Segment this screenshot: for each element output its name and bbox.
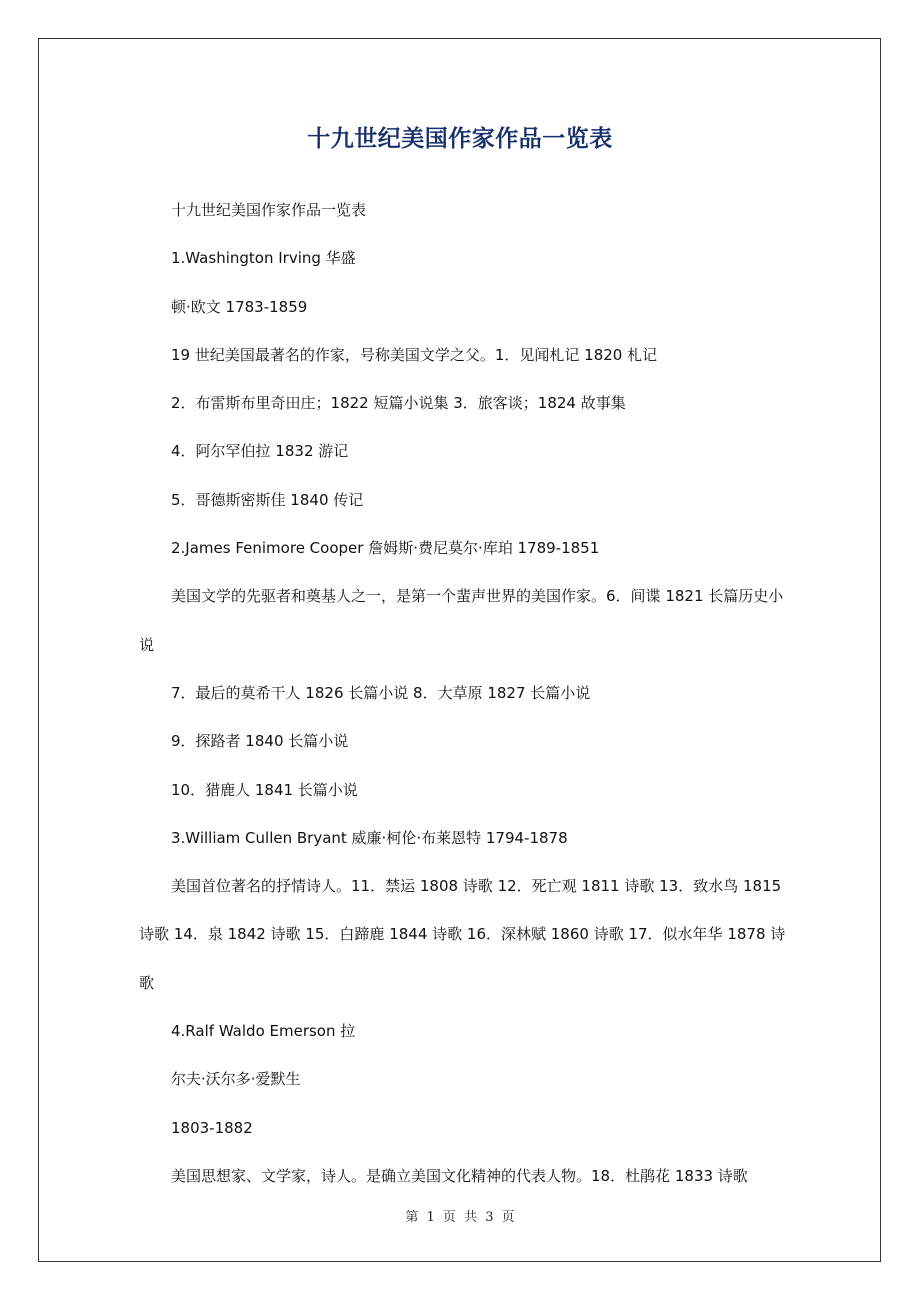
paragraph: 4．阿尔罕伯拉 1832 游记 <box>171 442 349 461</box>
paragraph: 3.William Cullen Bryant 威廉·柯伦·布莱恩特 1794-1878 <box>171 828 568 847</box>
paragraph: 美国首位著名的抒情诗人。11．禁运 1808 诗歌 12．死亡观 1811 诗歌 13．致水鸟 1815 诗歌 14．泉 1842 诗歌 15．白蹄鹿 1844 诗歌 16．深林赋 1860 诗歌 17．似水年华 1878 诗歌 <box>139 877 786 992</box>
paragraph: 4.Ralf Waldo Emerson 拉 <box>171 1022 356 1041</box>
paragraph: 尔夫·沃尔多·爱默生 <box>171 1070 301 1089</box>
document-title: 十九世纪美国作家作品一览表 <box>307 126 613 152</box>
paragraph: 2．布雷斯布里奇田庄；1822 短篇小说集 3．旅客谈；1824 故事集 <box>171 394 626 413</box>
document-body <box>139 186 787 1200</box>
paragraph: 十九世纪美国作家作品一览表 <box>171 201 367 219</box>
paragraph: 美国文学的先驱者和奠基人之一，是第一个蜚声世界的美国作家。6．间谍 1821 长篇历史小说 <box>139 587 784 654</box>
paragraph: 1803-1882 <box>171 1118 253 1137</box>
paragraph: 顿·欧文 1783-1859 <box>171 297 308 316</box>
paragraph: 2.James Fenimore Cooper 詹姆斯·费尼莫尔·库珀 1789-1851 <box>171 539 600 558</box>
paragraph: 5．哥德斯密斯佳 1840 传记 <box>171 490 364 509</box>
paragraph: 美国思想家、文学家，诗人。是确立美国文化精神的代表人物。18．杜鹃花 1833 诗歌 <box>171 1166 748 1185</box>
paragraph: 1.Washington Irving 华盛 <box>171 249 356 268</box>
paragraph: 10．猎鹿人 1841 长篇小说 <box>171 780 358 799</box>
paragraph: 19 世纪美国最著名的作家，号称美国文学之父。1．见闻札记 1820 札记 <box>171 345 658 364</box>
page-footer: 第 1 页 共 3 页 <box>405 1210 515 1225</box>
paragraph: 9．探路者 1840 长篇小说 <box>171 732 349 751</box>
paragraph: 7．最后的莫希干人 1826 长篇小说 8．大草原 1827 长篇小说 <box>171 683 591 702</box>
